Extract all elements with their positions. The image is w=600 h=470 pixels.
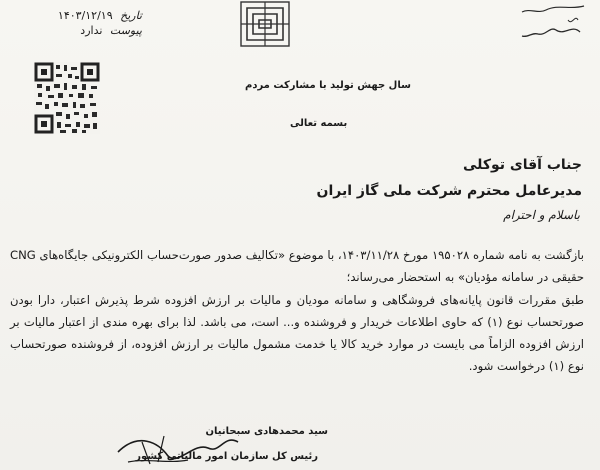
recipient-title: مدیرعامل محترم شرکت ملی گاز ایران <box>316 183 582 199</box>
date-label: تاریخ <box>120 9 142 22</box>
qr-code-icon <box>34 62 100 134</box>
letter-body <box>10 244 584 378</box>
recipient-block <box>317 152 582 204</box>
date-row <box>52 8 142 23</box>
attachment-row <box>52 23 142 38</box>
attachment-label: پیوست <box>109 24 142 37</box>
greeting: باسلام و احترام <box>503 208 580 222</box>
body-paragraph-2: طبق مقررات قانون پایانه‌های فروشگاهی و سامانه مودیان و مالیات بر ارزش افزوده شرط پذیرش اعتبار، دارا بودن صورتحساب نوع (۱) که حاوی اطلاعات خریدار و فروشنده و... است، می باشد. لذا برای بهره مندی از اعتبار مالیات بر ارزش افزوده الزاماً می بایست در موارد خرید کالا یا خدمت مشمول مالیات بر ارزش افزوده، از فروشنده صورتحساب نوع (۱) درخواست شود. <box>10 292 584 374</box>
organization-emblem-icon <box>235 0 295 48</box>
handwritten-note <box>480 0 590 50</box>
date-value: ۱۴۰۳/۱۲/۱۹ <box>57 9 113 22</box>
letter-meta <box>52 8 142 38</box>
recipient-name: جناب آقای توکلی <box>463 157 582 173</box>
signature-block <box>98 412 328 470</box>
signatory-name: سید محمدهادی سبحانیان <box>205 426 328 437</box>
signatory-title: رئیس کل سازمان امور مالیاتی کشور <box>135 451 318 462</box>
basmala: بسمه تعالی <box>290 118 348 129</box>
body-paragraph-1: بازگشت به نامه شماره ۱۹۵۰۲۸ مورخ ۱۴۰۳/۱۱/۲۸، با موضوع «تکالیف صدور صورت‌حساب الکترونیکی جایگاه‌های CNG حقیقی در سامانه مؤدیان» به استحضار می‌رساند؛ <box>10 248 584 285</box>
year-slogan: سال جهش تولید با مشارکت مردم <box>245 80 411 91</box>
attachment-value: ندارد <box>80 24 103 37</box>
